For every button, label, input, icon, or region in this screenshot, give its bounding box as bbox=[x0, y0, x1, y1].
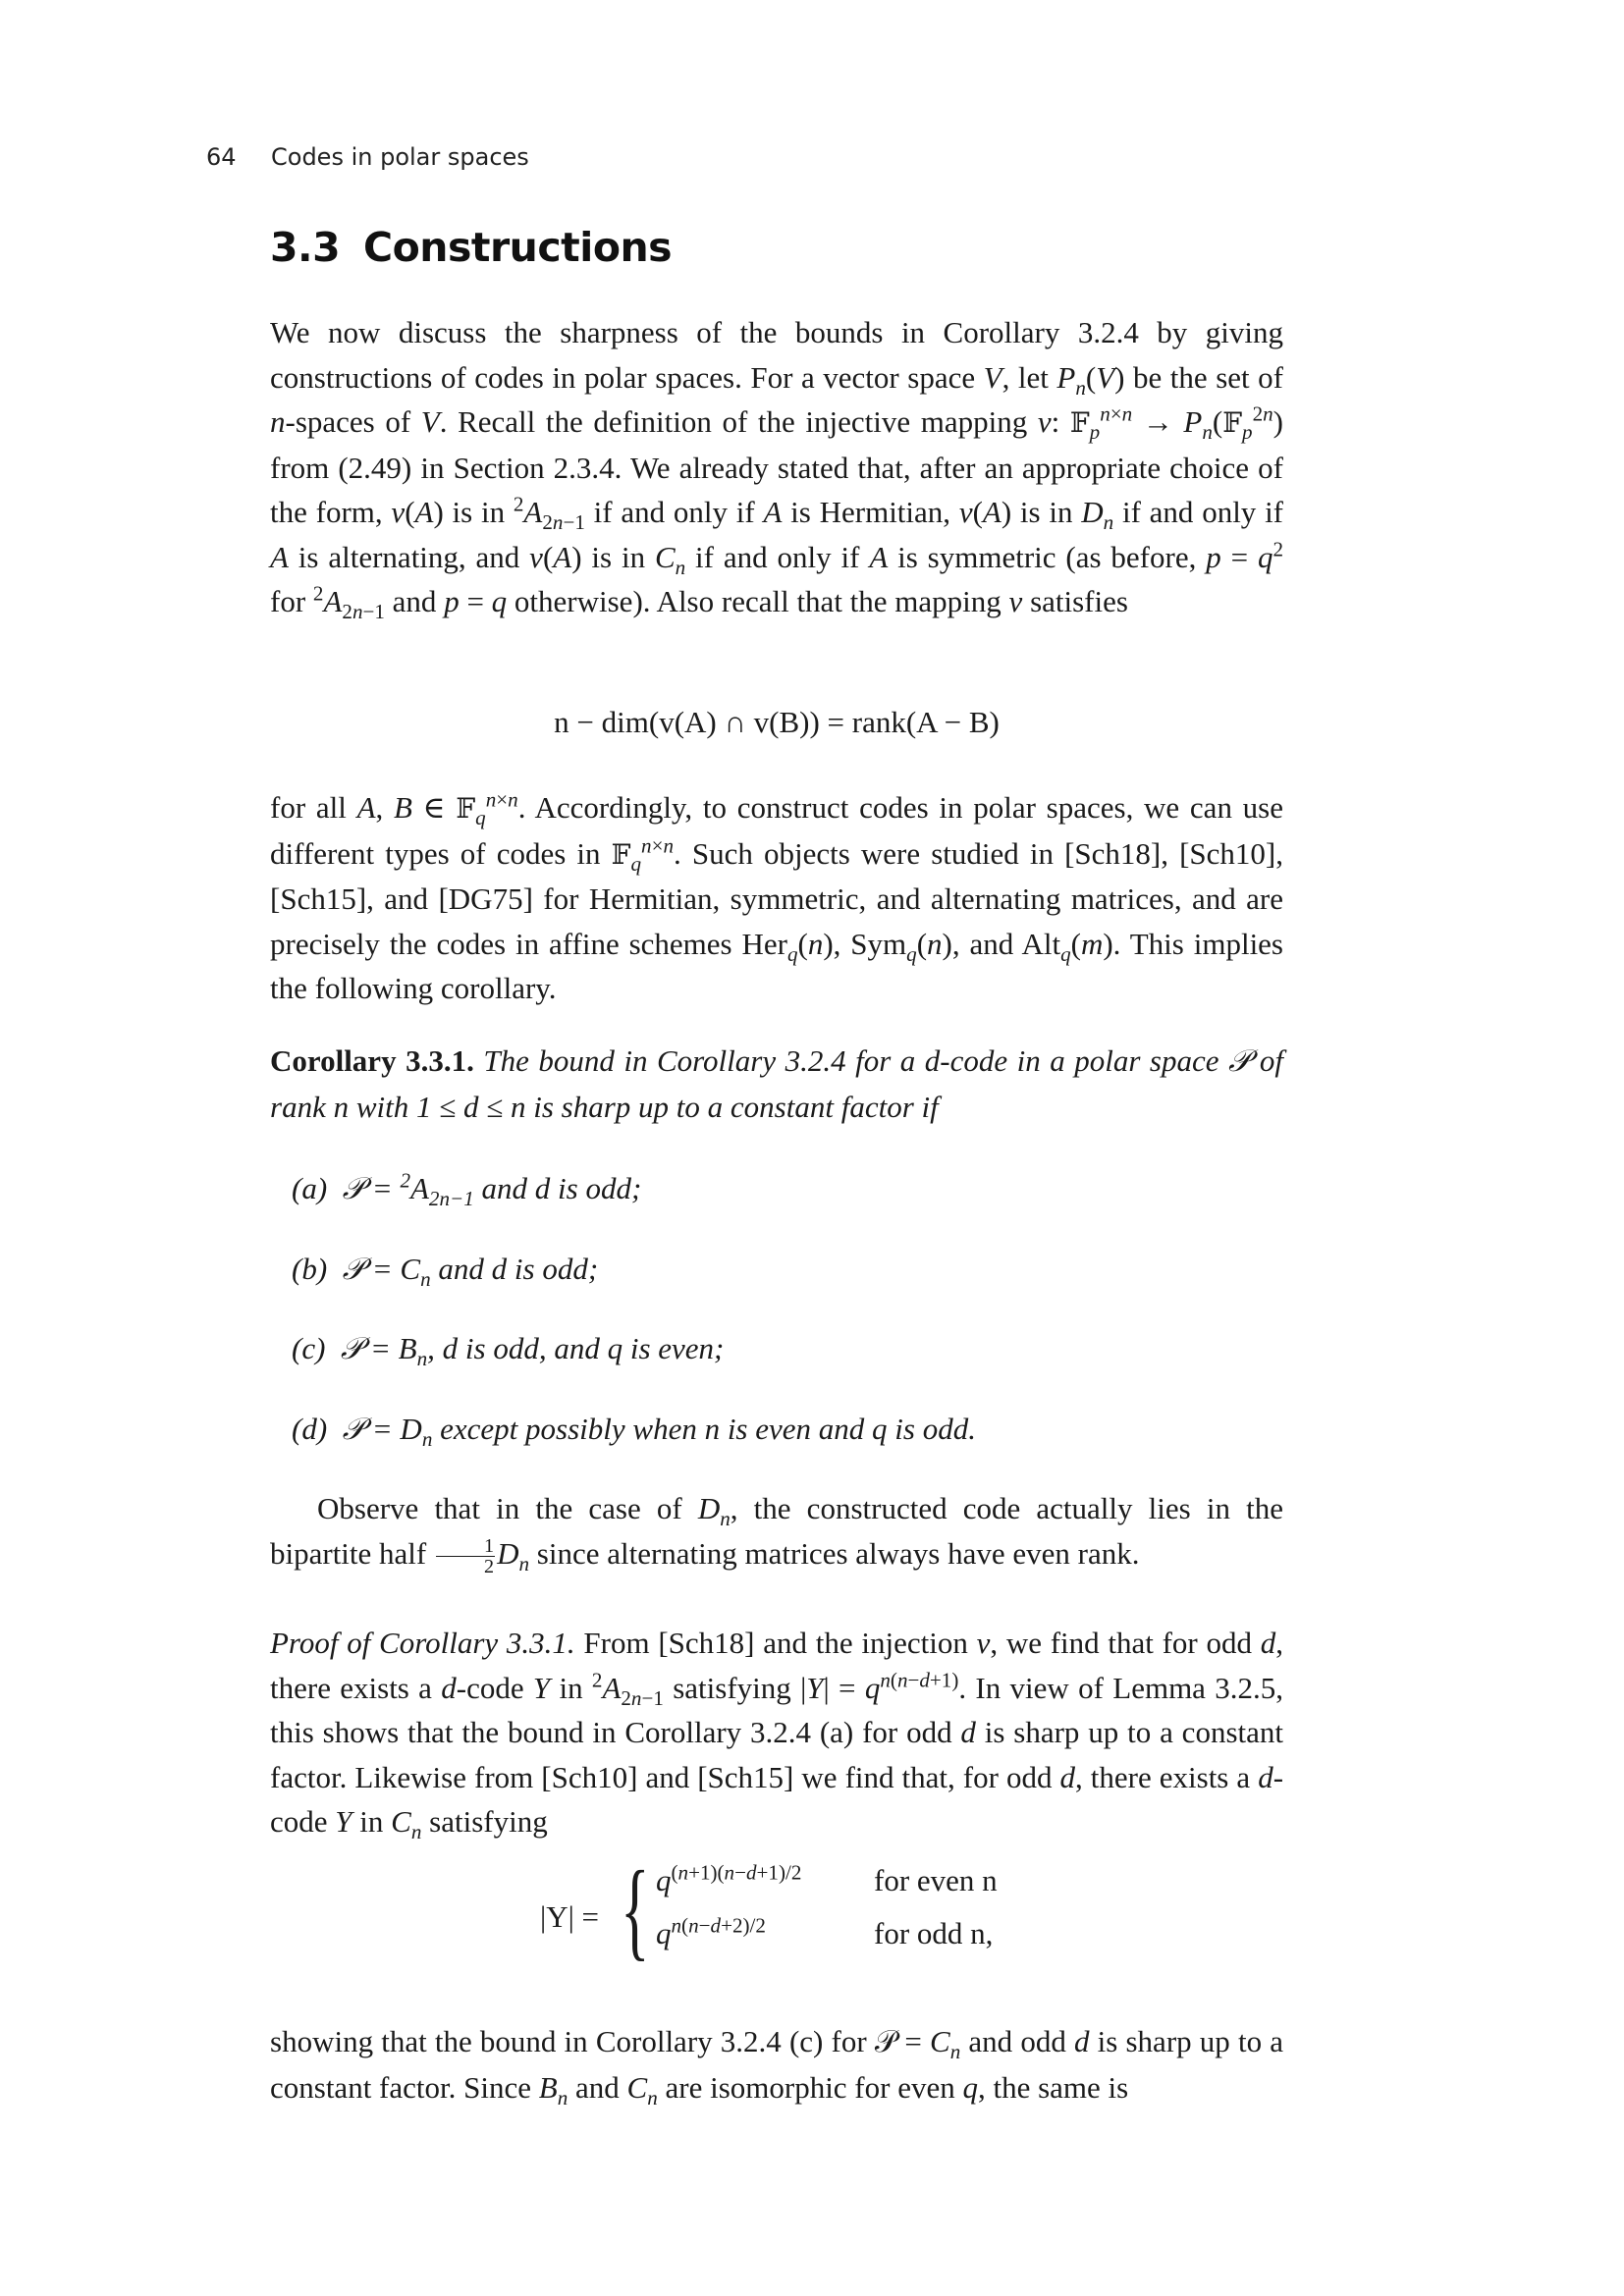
corollary-label: Corollary 3.3.1. bbox=[270, 1043, 474, 1078]
paragraph-intro: We now discuss the sharpness of the bounds in Corollary 3.2.4 by giving constructions of codes in polar spaces. For a vector space V, let $P_n(V)$ be the set of n-spaces of V. Recall the definition of the injective mapping v: 𝔽$_p^{n\times n}$ → $P_n(𝔽_p^{2n})$ from (2.49) in Section 2.3.4. We already stated that, after an appropriate choice of the form, v(A) is in $^2A_{2n-1}$ if and only if A is Hermitian, v(A) is in $D_n$ if and only if A is alternating, and v(A) is in $C_n$ if and only if A is symmetric (as before, $p = q^2$ for $^2A_{2n-1}$ and p = q otherwise). Also recall that the mapping v satisfies bbox=[270, 315, 1284, 624]
page: 64 Codes in polar spaces 3.3 Constructions We now discuss the sharpness of the bounds in Corollary 3.2.4 by giving constructions of codes in polar spaces. For a vector space V, let $P_n(V)$ be the set of n-spaces of V. Recall the definition of the injective mapping v: 𝔽$_p^{n\times n}$ → $P_n(𝔽_p^{2n})$ from (2.49) in Section 2.3.4. We already stated that, after an appropriate choice of the form, v(A) is in $^2A_{2n-1}$ if and only if A is Hermitian, v(A) is in $D_n$ if and only if A is alternating, and v(A) is in $C_n$ if and only if A is symmetric (as before, $p = q^2$ for $^2A_{2n-1}$ and p = q otherwise). Also recall that the mapping v satisfies n − dim(v(A) ∩ v(B)) = rank(A − B) for all A, B ∈ 𝔽$_q^{n\times n}$. Accordingly, to construct codes in polar spaces, we can use different types of codes in 𝔽$_q^{n\times n}$. Such objects were studied in [Sch18], [Sch10], [Sch15], and [DG75] for Hermitian, symmetric, and alternating matrices, and are precisely the codes in affine schemes Her$_q$(n), Sym$_q$(n), and Alt$_q$(m). This implies the following corollary. Corollary 3.3.1. The bound in Corollary 3.2.4 for a d-code in a polar space 𝒫 of rank n with 1 ≤ d ≤ n is sharp up to a constant factor if (a) 𝒫 = $^2A_{2n-1}$ and d is odd; (b) 𝒫 = $C_n$ and d is odd; (c) 𝒫 = $B_n$, d is odd, and q is even; (d) 𝒫 = $D_n$ except possibly when n is even and q is odd. Observe that in the case of $D_n$, the constructed code actually lies in the bipartite half $\frac{1}{2}$ $D_n$ since alternating matrices always have even rank. Proof of Corollary 3.3.1. From [Sch18] and the injection v, we find that for odd d, there exists a d-code Y in $^2A_{2n-1}$ satisfying $|Y| = q^{n(n-d+1)}$. In view of Lemma 3.2.5, this shows that the bound in Corollary 3.2.4 (a) for odd d is sharp up to a constant factor. Likewise from [Sch10] and [Sch15] we find that, for odd d, there exists a d-code Y in $C_n$ satisfying |Y| = { $q^{(n+1)(n-d+1)/2}$ $q^{n(n-d+2)/2}$ for even n for odd n, showing that the bound in Corollary 3.2.4 (c) for 𝒫 = $C_n$ and odd d is sharp up to a constant factor. Since $B_n$ and $C_n$ are isomorphic for even q, the same is bbox=[206, 143, 1284, 2109]
proof-label: Proof of Corollary 3.3.1. bbox=[270, 1626, 575, 1660]
proof-paragraph: Proof of Corollary 3.3.1. From [Sch18] and the injection v, we find that for odd d, there exists a d-code Y in $^2A_{2n-1}$ satisfying $|Y| = q^{n(n-d+1)}$. In view of Lemma 3.2.5, this shows that the bound in Corollary 3.2.4 (a) for odd d is sharp up to a constant factor. Likewise from [Sch10] and [Sch15] we find that, for odd d, there exists a d-code Y in $C_n$ satisfying bbox=[270, 1626, 1284, 1844]
page-number: 64 bbox=[206, 143, 237, 171]
running-title: Codes in polar spaces bbox=[271, 143, 529, 171]
corollary-item-b: (b) 𝒫 = $C_n$ and d is odd; bbox=[292, 1252, 599, 1292]
paragraph-accordingly: for all A, B ∈ 𝔽$_q^{n\times n}$. Accordingly, to construct codes in polar spaces, we can use different types of codes in 𝔽$_q^{n\times n}$. Such objects were studied in [Sch18], [Sch10], [Sch15], and [DG75] for Hermitian, symmetric, and alternating matrices, and are precisely the codes in affine schemes Her$_q$(n), Sym$_q$(n), and Alt$_q$(m). This implies the following corollary. bbox=[270, 787, 1284, 1005]
corollary-item-a: (a) 𝒫 = $^2A_{2n-1}$ and d is odd; bbox=[292, 1168, 642, 1211]
running-header bbox=[206, 143, 529, 171]
section-heading bbox=[270, 224, 672, 271]
corollary-item-c: (c) 𝒫 = $B_n$, d is odd, and q is even; bbox=[292, 1331, 725, 1371]
section-title: Constructions bbox=[363, 224, 673, 271]
paragraph-showing: showing that the bound in Corollary 3.2.4 (c) for 𝒫 = $C_n$ and odd d is sharp up to a constant factor. Since $B_n$ and $C_n$ are isomorphic for even q, the same is bbox=[270, 2024, 1283, 2109]
corollary-item-d: (d) 𝒫 = $D_n$ except possibly when n is even and q is odd. bbox=[292, 1412, 976, 1452]
corollary-statement: Corollary 3.3.1. The bound in Corollary 3.2.4 for a d-code in a polar space 𝒫 of rank n with 1 ≤ d ≤ n is sharp up to a constant factor if bbox=[270, 1043, 1283, 1124]
equation-rank: n − dim(v(A) ∩ v(B)) = rank(A − B) bbox=[554, 705, 1000, 739]
paragraph-observe: Observe that in the case of $D_n$, the constructed code actually lies in the bipartite half $\frac{1}{2}$ $D_n$ since alternating matrices always have even rank. bbox=[270, 1491, 1283, 1577]
section-number: 3.3 bbox=[270, 224, 341, 271]
